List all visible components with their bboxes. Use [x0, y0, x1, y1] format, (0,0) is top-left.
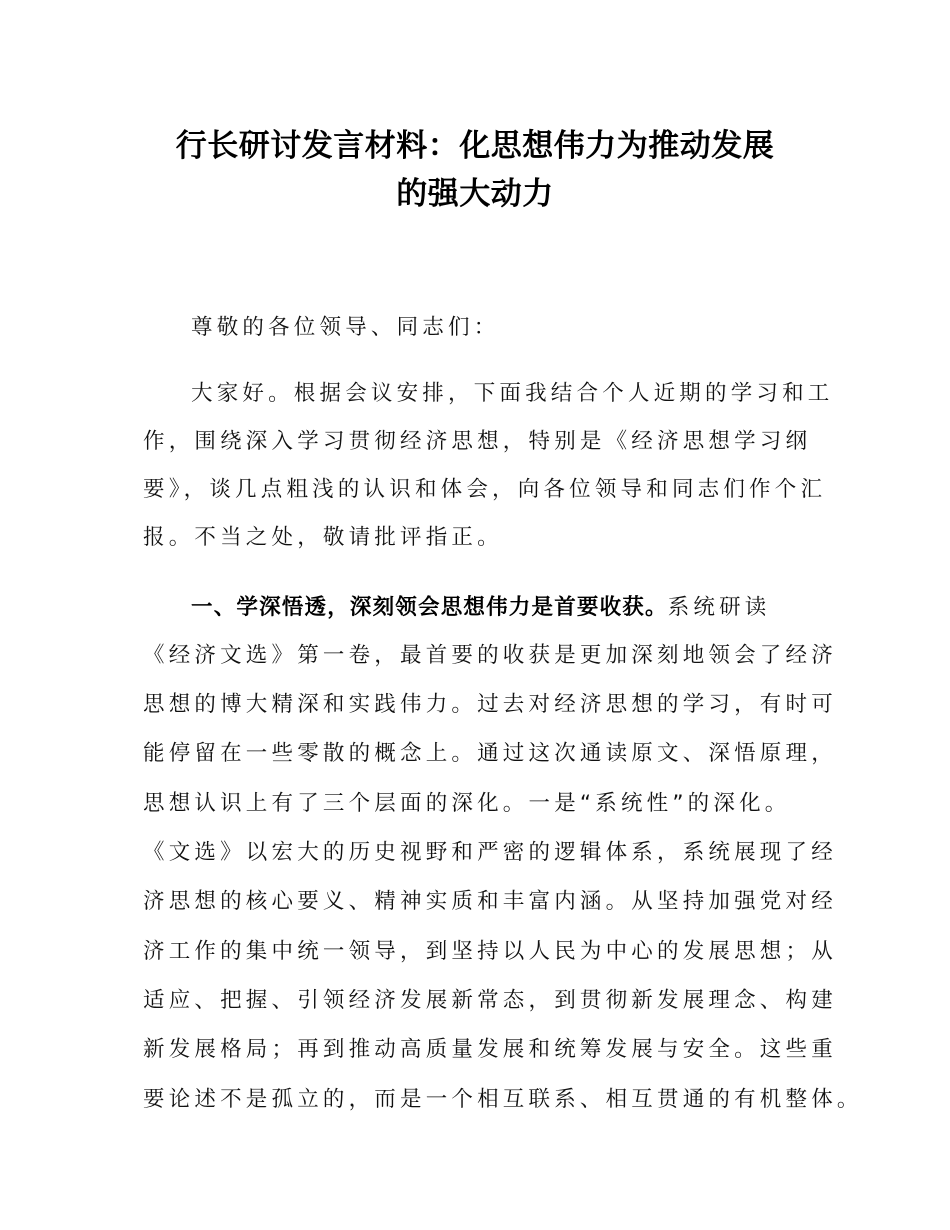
intro-line: 作，围绕深入学习贯彻经济思想，特别是《经济思想学习纲 [143, 429, 812, 454]
section-1-line: 济工作的集中统一领导，到坚持以人民为中心的发展思想；从 [143, 939, 837, 964]
salutation: 尊敬的各位领导、同志们： [191, 315, 500, 340]
intro-line: 大家好。根据会议安排，下面我结合个人近期的学习和工 [191, 381, 834, 406]
section-1-line: 《经济文选》第一卷，最首要的收获是更加深刻地领会了经济 [143, 643, 837, 668]
section-1-line: 能停留在一些零散的概念上。通过这次通读原文、深悟原理， [143, 741, 837, 766]
section-1-line: 要论述不是孤立的，而是一个相互联系、相互贯通的有机整体。 [143, 1087, 863, 1112]
section-1-first-line-rest: 系统研读 [667, 595, 771, 620]
section-1-line: 思想认识上有了三个层面的深化。一是“系统性”的深化。 [143, 791, 791, 816]
section-1-line: 《文选》以宏大的历史视野和严密的逻辑体系，系统展现了经 [143, 840, 837, 865]
document-title-line-2: 的强大动力 [396, 176, 554, 212]
section-1-line: 新发展格局；再到推动高质量发展和统筹发展与安全。这些重 [143, 1037, 837, 1062]
intro-line: 报。不当之处，敬请批评指正。 [143, 525, 503, 550]
section-1-line: 思想的博大精深和实践伟力。过去对经济思想的学习，有时可 [143, 692, 837, 717]
section-1-heading: 一、学深悟透，深刻领会思想伟力是首要收获。 [191, 595, 668, 620]
section-1-line: 济思想的核心要义、精神实质和丰富内涵。从坚持加强党对经 [143, 889, 837, 914]
document-title-line-1: 行长研讨发言材料：化思想伟力为推动发展 [175, 128, 775, 164]
section-1-first-line [191, 590, 771, 621]
section-1-line: 适应、把握、引领经济发展新常态，到贯彻新发展理念、构建 [143, 988, 837, 1013]
intro-line: 要》，谈几点粗浅的认识和体会，向各位领导和同志们作个汇 [143, 477, 827, 502]
